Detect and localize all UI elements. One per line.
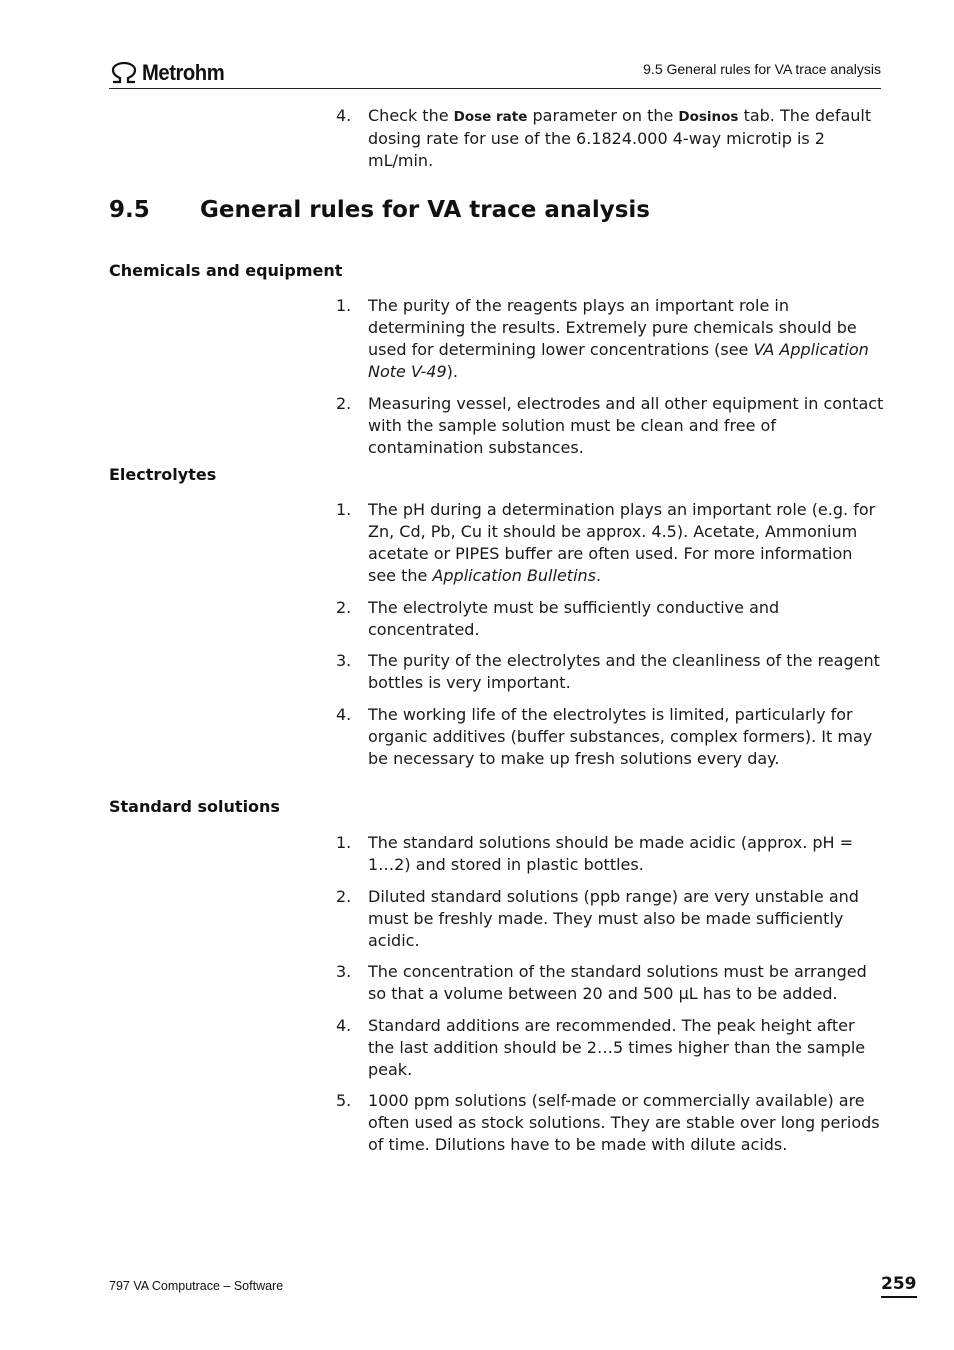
section-number: 9.5 <box>109 197 150 223</box>
list-item <box>336 961 884 1005</box>
omega-icon <box>109 62 139 84</box>
list-number: 2. <box>336 393 352 413</box>
metrohm-logo <box>109 60 231 86</box>
list-text: Measuring vessel, electrodes and all other equipment in contact with the sample solution must be clean and free of contamination substances. <box>368 393 884 457</box>
list-number: 3. <box>336 962 352 981</box>
section-title-text: General rules for VA trace analysis <box>200 197 650 223</box>
running-head: 9.5 General rules for VA trace analysis <box>643 61 881 77</box>
list-number: 1. <box>336 500 352 519</box>
list-item <box>336 832 884 876</box>
list-number: 4. <box>336 106 352 125</box>
list-item <box>336 1090 884 1156</box>
list-item <box>336 295 884 383</box>
list-number: 1. <box>336 833 352 852</box>
ui-term: Dose rate <box>453 109 528 125</box>
list-item <box>336 1015 884 1081</box>
reference: VA Application Note V-49 <box>368 340 869 381</box>
page-header <box>109 58 881 89</box>
section-title <box>109 197 650 223</box>
list-item <box>336 704 884 770</box>
subheading-standards: Standard solutions <box>109 797 280 816</box>
list-number: 5. <box>336 1091 352 1110</box>
list-text: Diluted standard solutions (ppb range) are very unstable and must be freshly made. They must also be made sufficiently acidic. <box>368 886 859 950</box>
reference: Application Bulletins <box>432 566 596 585</box>
ui-term: Dosinos <box>678 109 739 125</box>
list-text: The purity of the electrolytes and the cleanliness of the reagent bottles is very important. <box>368 651 880 692</box>
list-text: 1000 ppm solutions (self-made or commercially available) are often used as stock solutions. They are stable over long periods of time. Dilutions have to be made with dilute acids. <box>368 1091 880 1154</box>
list-item <box>336 597 884 641</box>
list-item <box>336 105 884 172</box>
list-number: 2. <box>336 886 352 906</box>
list-number: 4. <box>336 704 352 724</box>
brand-name: Metrohm <box>142 60 225 85</box>
list-text: The working life of the electrolytes is limited, particularly for organic additives (buffer substances, complex formers). It may be necessary to make up fresh solutions every day. <box>368 704 873 768</box>
list-number: 1. <box>336 296 352 315</box>
list-text: The pH during a determination plays an important role (e.g. for Zn, Cd, Pb, Cu it should be approx. 4.5). Acetate, Ammonium acetate or PIPES buffer are often used. For more information see the Application Bulletins. <box>368 500 876 585</box>
list-text: The concentration of the standard solutions must be arranged so that a volume between 20 and 500 µL has to be added. <box>368 962 867 1003</box>
footer-doc-title: 797 VA Computrace – Software <box>109 1279 284 1293</box>
list-text: The electrolyte must be sufficiently conductive and concentrated. <box>368 597 780 639</box>
list-text: Check the Dose rate parameter on the Dosinos tab. The default dosing rate for use of the 6.1824.000 4-way microtip is 2 mL/min. <box>368 106 872 170</box>
list-item <box>336 393 884 459</box>
list-number: 2. <box>336 597 352 617</box>
intro-list <box>336 105 884 182</box>
subheading-chemicals: Chemicals and equipment <box>109 261 343 280</box>
list-text: The standard solutions should be made acidic (approx. pH = 1…2) and stored in plastic bottles. <box>368 833 854 874</box>
list-number: 4. <box>336 1015 352 1035</box>
list-text: The purity of the reagents plays an important role in determining the results. Extremely pure chemicals should be used for determining lower concentrations (see VA Application Note V-49). <box>368 296 869 381</box>
page-number: 259 <box>881 1272 917 1298</box>
list-item <box>336 650 884 694</box>
list-text: Standard additions are recommended. The peak height after the last addition should be 2…5 times higher than the sample peak. <box>368 1015 866 1079</box>
list-item <box>336 886 884 952</box>
list-number: 3. <box>336 651 352 670</box>
chemicals-list <box>336 295 884 468</box>
list-item <box>336 499 884 587</box>
standards-list <box>336 832 884 1166</box>
subheading-electrolytes: Electrolytes <box>109 465 217 484</box>
electrolytes-list <box>336 499 884 779</box>
